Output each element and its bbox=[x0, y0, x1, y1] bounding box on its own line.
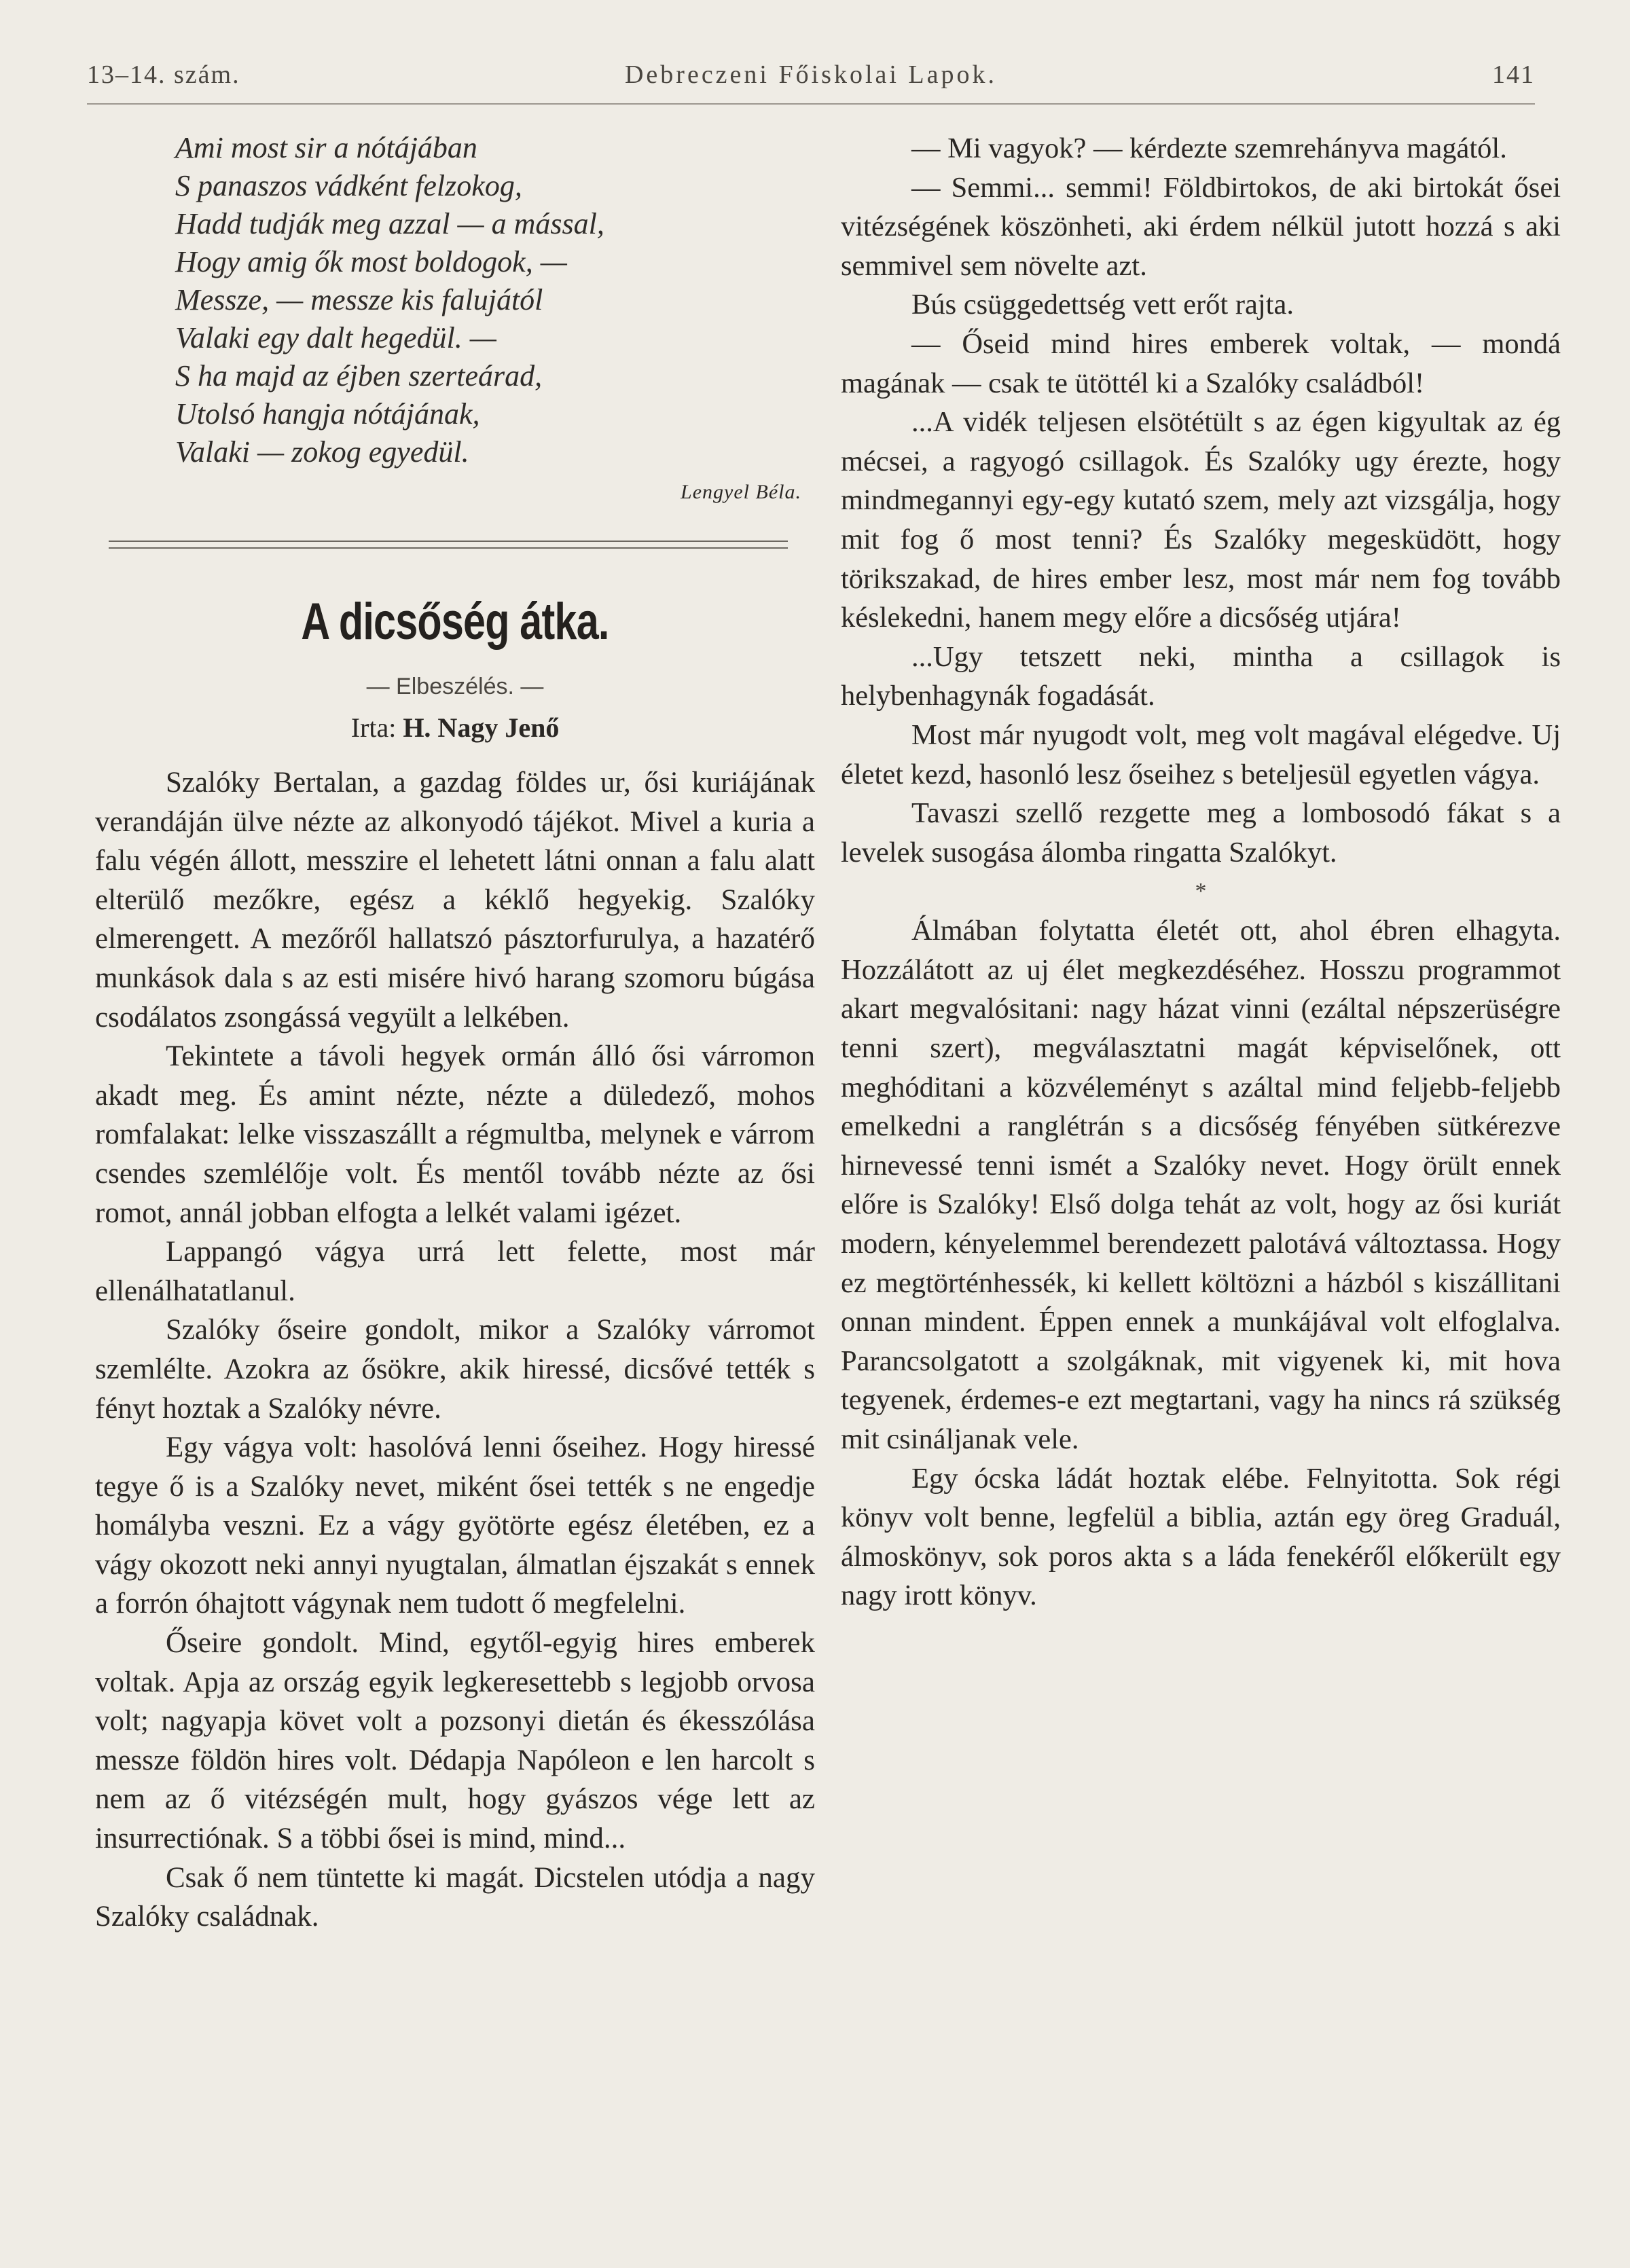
page-number: 141 bbox=[1492, 60, 1535, 89]
paragraph: Most már nyugodt volt, meg volt magával elégedve. Uj életet kezd, hasonló lesz őseihez s beteljesül egyetlen vágya. bbox=[841, 718, 1561, 790]
poem-line: Ami most sir a nótájában bbox=[175, 131, 477, 164]
running-head bbox=[87, 60, 1535, 100]
journal-title: Debreczeni Főiskolai Lapok. bbox=[624, 60, 998, 89]
paragraph: ...Ugy tetszett neki, mintha a csillagok is helybenhagynák fogadását. bbox=[841, 640, 1561, 712]
paragraph: — Mi vagyok? — kérdezte szemrehányva magától. bbox=[911, 132, 1507, 164]
paragraph: — Őseid mind hires emberek voltak, — mondá magának — csak te ütöttél ki a Szalóky családból! bbox=[841, 327, 1561, 399]
poem-line: S panaszos vádként felzokog, bbox=[175, 169, 522, 202]
section-separator: * bbox=[1195, 879, 1207, 904]
paragraph: — Semmi... semmi! Földbirtokos, de aki birtokát ősei vitézségének köszönheti, aki érdem nélkül jutott hozzá s aki semmivel sem növelte azt. bbox=[841, 171, 1561, 282]
poem-author: Lengyel Béla. bbox=[681, 481, 801, 503]
paragraph: Álmában folytatta életét ott, ahol ébren elhagyta. Hozzálátott az uj élet megkezdéséhez. Hosszu programmot akart megvalósitani: nagy házat vinni (ezáltal népszerüségre tenni szert), megválasztatni magát képviselőnek, ott meghóditani a közvéleményt s azáltal mind feljebb-feljebb emelkedni a ranglétrán s a dicsőség fényében sütkérezve hirnevessé tenni ismét a Szalóky nevet. Hogy örült ennek előre is Szalóky! Első dolga tehát az volt, hogy az ősi kuriát modern, kényelemmel berendezett palotává változtassa. Hogy ez megtörténhessék, ki kellett költözni a házból s kiszállitani onnan mindent. Éppen ennek a munkájával volt elfoglalva. Parancsolgatott a szolgáknak, mit vigyenek ki, mit hova tegyenek, érdemes-e ezt megtartani, vagy ha nincs rá szükség mit csináljanak vele. bbox=[841, 915, 1561, 1455]
story-title: A dicsőség átka. bbox=[301, 593, 609, 651]
poem-line: S ha majd az éjben szerteárad, bbox=[175, 359, 543, 392]
paragraph: Bús csüggedettség vett erőt rajta. bbox=[911, 289, 1294, 321]
paragraph: Lappangó vágya urrá lett felette, most már ellenálhatatlanul. bbox=[95, 1236, 815, 1307]
paragraph: Egy ócska ládát hoztak elébe. Felnyitotta. Sok régi könyv volt benne, legfelül a biblia, aztán egy öreg Graduál, álmoskönyv, sok poros akta s a láda fenekéről előkerült egy nagy irott könyv. bbox=[841, 1462, 1561, 1612]
right-column bbox=[841, 129, 1561, 1615]
paragraph: Csak ő nem tüntette ki magát. Dicstelen utódja a nagy Szalóky családnak. bbox=[95, 1861, 815, 1933]
poem-line: Messze, — messze kis falujától bbox=[175, 283, 543, 316]
story-subtitle: — Elbeszélés. — bbox=[366, 674, 544, 699]
left-column bbox=[95, 129, 815, 1937]
section-divider bbox=[109, 541, 788, 549]
paragraph: Szalóky őseire gondolt, mikor a Szalóky várromot szemlélte. Azokra az ősökre, akik hiressé, dicsővé tették s fényt hoztak a Szalóky névre. bbox=[95, 1314, 815, 1425]
poem-line: Hadd tudják meg azzal — a mással, bbox=[175, 207, 604, 240]
byline bbox=[95, 712, 815, 748]
poem bbox=[175, 129, 815, 471]
paragraph: Őseire gondolt. Mind, egytől-egyig hires emberek voltak. Apja az ország egyik legkeresettebb s legjobb orvosa volt; nagyapja követ volt a pozsonyi dietán és ékesszólása messze földön hires volt. Dédapja Napóleon e len harcolt s nem az ő vitézségén mult, hogy gyászos vége lett az insurrectiónak. S a többi ősei is mind, mind... bbox=[95, 1627, 815, 1855]
issue-number: 13–14. szám. bbox=[87, 60, 240, 89]
poem-line: Valaki — zokog egyedül. bbox=[175, 435, 469, 469]
byline-author: H. Nagy Jenő bbox=[403, 712, 560, 743]
paragraph: Egy vágya volt: hasolóvá lenni őseihez. Hogy hiressé tegye ő is a Szalóky nevet, miként ősei tették s ne engedje homályba veszni. Ez a vágy gyötörte egész életében, ez a vágy okozott neki annyi nyugtalan, álmatlan éjszakát s ennek a forrón óhajtott vágynak nem tudott ő megfelelni. bbox=[95, 1431, 815, 1620]
poem-line: Valaki egy dalt hegedül. — bbox=[175, 321, 496, 354]
paragraph: ...A vidék teljesen elsötétült s az égen kigyultak az ég mécsei, a ragyogó csillagok. És Szalóky ugy érezte, hogy mindmegannyi egy-egy kutató szem, mely azt vizsgálja, hogy mit fog ő most tenni? És Szalóky megesküdött, hogy törikszakad, de hires ember lesz, most már nem fog tovább késlekedni, hanem megy előre a dicsőség utjára! bbox=[841, 406, 1561, 634]
byline-prefix: Irta: bbox=[350, 712, 397, 743]
paragraph: Szalóky Bertalan, a gazdag földes ur, ősi kuriájának verandáján ülve nézte az alkonyodó tájékot. Mivel a kuria a falu végén állott, messzire el lehetett látni onnan a falu alatt elterülő mezőkre, egész a kéklő hegyekig. Szalóky elmerengett. A mezőről hallatszó pásztorfurulya, a hazatérő munkások dala s az esti misére hivó harang szomoru búgása csodálatos zsongássá vegyült a lelkében. bbox=[95, 767, 815, 1034]
paragraph: Tekintete a távoli hegyek ormán álló ősi várromon akadt meg. És amint nézte, nézte a düledező, mohos romfalakat: lelke visszaszállt a régmultba, melynek e várrom csendes szemlélője volt. És mentől tovább nézte az ősi romot, annál jobban elfogta a lelkét valami igézet. bbox=[95, 1040, 815, 1229]
poem-line: Utolsó hangja nótájának, bbox=[175, 397, 480, 431]
header-rule bbox=[87, 103, 1535, 105]
poem-line: Hogy amig ők most boldogok, — bbox=[175, 245, 567, 278]
paragraph: Tavaszi szellő rezgette meg a lombosodó fákat s a levelek susogása álomba ringatta Szalókyt. bbox=[841, 797, 1561, 868]
